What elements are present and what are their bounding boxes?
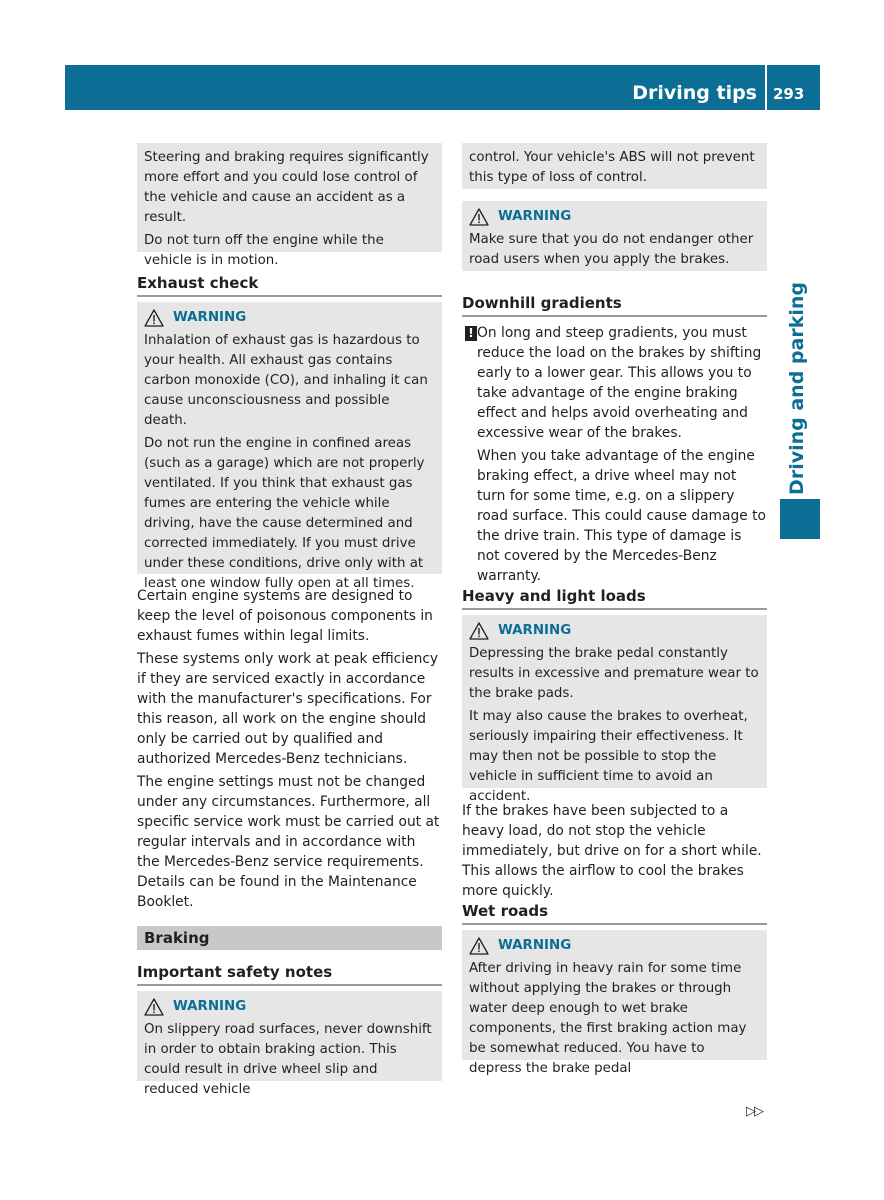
section-heading: Heavy and light loads bbox=[462, 586, 767, 610]
side-section-label-text: Driving and parking bbox=[786, 281, 808, 495]
warning-label: WARNING bbox=[498, 938, 572, 953]
warning-header bbox=[144, 996, 435, 1018]
note-block bbox=[462, 323, 767, 589]
page-number: 293 bbox=[773, 85, 805, 103]
section-title-bar: Braking bbox=[137, 926, 442, 950]
paragraph: If the brakes have been subjected to a heavy load, do not stop the vehicle immediately, but drive on for a short while. This allows the airflow to cool the brakes more quickly. bbox=[462, 803, 762, 899]
paragraph: Certain engine systems are designed to keep the level of poisonous components in exhaust fumes within legal limits. bbox=[137, 588, 433, 644]
warning-label: WARNING bbox=[173, 999, 247, 1014]
body-text bbox=[137, 586, 442, 915]
note-text: On long and steep gradients, you must reduce the load on the brakes by shifting early to a lower gear. This allows you to take advantage of the engine braking effect and helps avoid overheating and excessive wear of the brakes. bbox=[477, 325, 762, 441]
note-text: When you take advantage of the engine braking effect, a drive wheel may not turn for some time, e.g. on a slippery road surface. This could cause damage to the drive train. This type of damage is not covered by the Mercedes-Benz warranty. bbox=[477, 448, 766, 584]
warning-triangle-icon bbox=[469, 622, 489, 640]
warning-text: Make sure that you do not endanger other road users when you apply the brakes. bbox=[469, 232, 754, 267]
section-heading: Wet roads bbox=[462, 901, 767, 925]
warning-text: Do not run the engine in confined areas (such as a garage) which are not properly ventilated. If you think that exhaust gas fumes are entering the vehicle while driving, have the cause determined and corrected immediately. If you must drive under these conditions, drive only with at least one window fully open at all times. bbox=[144, 436, 425, 591]
warning-header bbox=[469, 620, 760, 642]
side-section-label bbox=[784, 281, 810, 495]
note-body bbox=[477, 323, 767, 586]
warning-text: control. Your vehicle's ABS will not prevent this type of loss of control. bbox=[469, 150, 755, 185]
warning-box bbox=[462, 201, 767, 271]
warning-header bbox=[469, 935, 760, 957]
warning-header bbox=[144, 307, 435, 329]
warning-text: After driving in heavy rain for some time without applying the brakes or through water deep enough to wet brake components, the first braking action may be somewhat reduced. You have to depress the brake pedal bbox=[469, 961, 747, 1076]
paragraph: The engine settings must not be changed under any circumstances. Furthermore, all specific service work must be carried out at regular intervals and in accordance with the Mercedes-Benz service requirements. Details can be found in the Maintenance Booklet. bbox=[137, 774, 440, 910]
warning-text: It may also cause the brakes to overheat, seriously impairing their effectiveness. It may then not be possible to stop the vehicle in sufficient time to avoid an accident. bbox=[469, 709, 748, 804]
continued-on-next-page-icon: ▷▷ bbox=[746, 1104, 762, 1119]
warning-label: WARNING bbox=[498, 209, 572, 224]
warning-header bbox=[469, 206, 760, 228]
warning-triangle-icon bbox=[144, 309, 164, 327]
warning-label: WARNING bbox=[173, 310, 247, 325]
warning-triangle-icon bbox=[469, 937, 489, 955]
warning-box bbox=[462, 615, 767, 804]
continued-warning-box bbox=[462, 143, 767, 189]
section-tab-marker bbox=[780, 499, 820, 539]
warning-text: Inhalation of exhaust gas is hazardous to your health. All exhaust gas contains carbon monoxide (CO), and inhaling it can cause unconsciousness and possible death. bbox=[144, 333, 428, 428]
warning-triangle-icon bbox=[144, 998, 164, 1016]
section-heading: Important safety notes bbox=[137, 962, 442, 986]
section-heading: Downhill gradients bbox=[462, 293, 767, 317]
warning-text: On slippery road surfaces, never downshift in order to obtain braking action. This could result in drive wheel slip and reduced vehicle bbox=[144, 1022, 432, 1097]
warning-text: Steering and braking requires significantly more effort and you could lose control of the vehicle and cause an accident as a result. bbox=[144, 150, 429, 225]
exclamation-icon: ! bbox=[465, 326, 477, 341]
paragraph: These systems only work at peak efficiency if they are serviced exactly in accordance with the manufacturer's specifications. For this reason, all work on the engine should only be carried out by qualified and authorized Mercedes-Benz technicians. bbox=[137, 651, 439, 767]
warning-triangle-icon bbox=[469, 208, 489, 226]
header-bar bbox=[65, 65, 820, 110]
section-heading: Exhaust check bbox=[137, 273, 442, 297]
continued-warning-box bbox=[137, 143, 442, 268]
warning-label: WARNING bbox=[498, 623, 572, 638]
warning-box bbox=[462, 930, 767, 1076]
warning-box bbox=[137, 991, 442, 1097]
warning-box bbox=[137, 302, 442, 591]
warning-text: Depressing the brake pedal constantly results in excessive and premature wear to the brake pads. bbox=[469, 646, 759, 701]
chapter-title: Driving tips bbox=[632, 82, 757, 104]
warning-text: Do not turn off the engine while the vehicle is in motion. bbox=[144, 233, 384, 268]
body-text bbox=[462, 801, 767, 904]
header-divider bbox=[765, 65, 767, 110]
